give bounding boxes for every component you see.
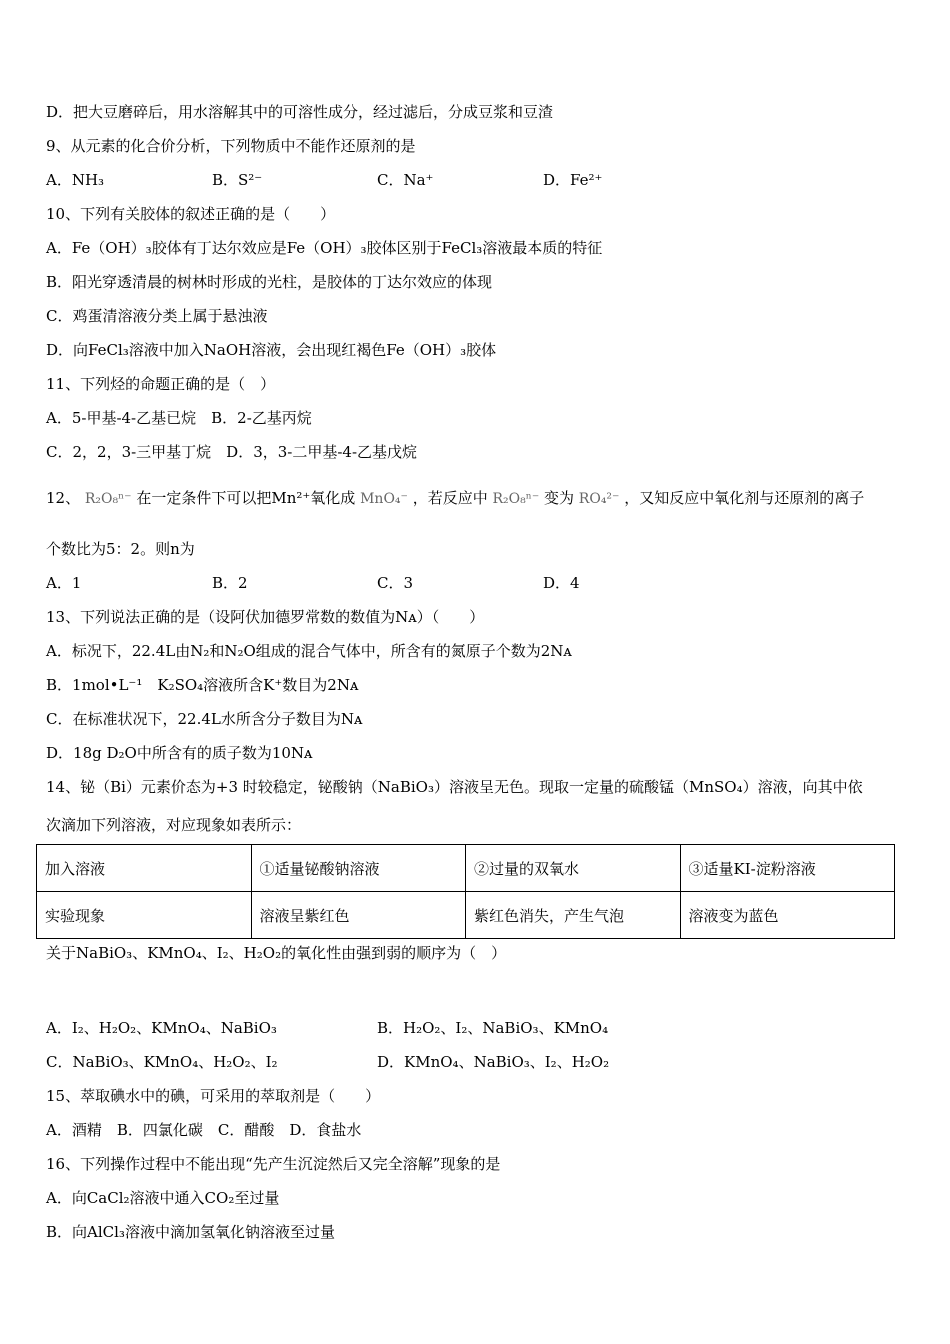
q12-text-2: ，若反应中	[412, 489, 488, 507]
table-cell: ②过量的双氧水	[466, 845, 681, 892]
table-cell: ③适量KI-淀粉溶液	[680, 845, 895, 892]
q12-text-1: 在一定条件下可以把Mn²⁺氧化成	[136, 489, 356, 507]
q15-options: A．酒精 B．四氯化碳 C．醋酸 D．食盐水	[46, 1121, 362, 1139]
q12-number: 12、	[46, 489, 81, 507]
q12-formula-mno4: MnO₄⁻	[360, 491, 408, 507]
q10-option-c: C．鸡蛋清溶液分类上属于悬浊液	[46, 307, 268, 325]
q11-stem: 11、下列烃的命题正确的是（ ）	[46, 375, 276, 393]
table-cell: 实验现象	[37, 892, 252, 939]
q9-option-b: B．S²⁻	[212, 171, 263, 189]
q13-option-a: A．标况下，22.4L由N₂和N₂O组成的混合气体中，所含有的氮原子个数为2Nᴀ	[46, 642, 572, 660]
q14-question: 关于NaBiO₃、KMnO₄、I₂、H₂O₂的氧化性由强到弱的顺序为（ ）	[46, 944, 507, 962]
q15-stem: 15、萃取碘水中的碘，可采用的萃取剂是（ ）	[46, 1087, 381, 1105]
table-row	[37, 845, 895, 892]
table-row	[37, 892, 895, 939]
q13-option-d: D．18g D₂O中所含有的质子数为10Nᴀ	[46, 744, 313, 762]
q11-options-ab: A．5-甲基-4-乙基已烷 B．2-乙基丙烷	[46, 409, 312, 427]
q12-option-b: B．2	[212, 574, 248, 592]
q12-text-3: 变为	[544, 489, 575, 507]
table-cell: ①适量铋酸钠溶液	[251, 845, 466, 892]
q16-option-b: B．向AlCl₃溶液中滴加氢氧化钠溶液至过量	[46, 1223, 335, 1241]
q16-option-a: A．向CaCl₂溶液中通入CO₂至过量	[46, 1189, 280, 1207]
table-cell: 溶液呈紫红色	[251, 892, 466, 939]
q9-option-a: A．NH₃	[46, 171, 105, 189]
q14-option-a: A．I₂、H₂O₂、KMnO₄、NaBiO₃	[46, 1019, 277, 1037]
table-cell: 加入溶液	[37, 845, 252, 892]
q13-stem: 13、下列说法正确的是（设阿伏加德罗常数的数值为Nᴀ）（ ）	[46, 608, 485, 626]
q12-option-a: A．1	[46, 574, 82, 592]
q14-table	[36, 844, 895, 939]
q10-option-b: B．阳光穿透清晨的树林时形成的光柱，是胶体的丁达尔效应的体现	[46, 273, 493, 291]
q12-stem-line1	[46, 488, 864, 509]
q9-option-d: D．Fe²⁺	[543, 171, 603, 189]
q12-formula-r2o8: R₂O₈ⁿ⁻	[84, 491, 132, 507]
q10-option-d: D．向FeCl₃溶液中加入NaOH溶液，会出现红褐色Fe（OH）₃胶体	[46, 341, 497, 359]
q16-stem: 16、下列操作过程中不能出现“先产生沉淀然后又完全溶解”现象的是	[46, 1155, 501, 1173]
q14-option-b: B．H₂O₂、I₂、NaBiO₃、KMnO₄	[377, 1019, 609, 1037]
q12-text-4: ，又知反应中氧化剂与还原剂的离子	[624, 489, 865, 507]
q12-stem-line2: 个数比为5：2。则n为	[46, 540, 195, 558]
q12-option-d: D．4	[543, 574, 580, 592]
q10-stem: 10、下列有关胶体的叙述正确的是（ ）	[46, 205, 336, 223]
q10-option-a: A．Fe（OH）₃胶体有丁达尔效应是Fe（OH）₃胶体区别于FeCl₃溶液最本质的特征	[46, 239, 603, 257]
table-cell: 紫红色消失，产生气泡	[466, 892, 681, 939]
q13-option-c: C．在标准状况下，22.4L水所含分子数目为Nᴀ	[46, 710, 363, 728]
table-cell: 溶液变为蓝色	[680, 892, 895, 939]
q11-options-cd: C．2，2，3-三甲基丁烷 D．3，3-二甲基-4-乙基戊烷	[46, 443, 418, 461]
q12-formula-ro4: RO₄²⁻	[578, 491, 620, 507]
q13-option-b: B．1mol•L⁻¹ K₂SO₄溶液所含K⁺数目为2Nᴀ	[46, 676, 359, 694]
q9-option-c: C．Na⁺	[377, 171, 434, 189]
q9-stem: 9、从元素的化合价分析，下列物质中不能作还原剂的是	[46, 137, 416, 155]
q12-option-c: C．3	[377, 574, 414, 592]
q14-option-d: D．KMnO₄、NaBiO₃、I₂、H₂O₂	[377, 1053, 610, 1071]
q14-stem-line1: 14、铋（Bi）元素价态为+3 时较稳定，铋酸钠（NaBiO₃）溶液呈无色。现取一定量的硫酸锰（MnSO₄）溶液，向其中依	[46, 778, 863, 796]
q8-option-d: D．把大豆磨碎后，用水溶解其中的可溶性成分，经过滤后，分成豆浆和豆渣	[46, 103, 554, 121]
q12-formula-r2o8-2: R₂O₈ⁿ⁻	[492, 491, 540, 507]
q14-stem-line2: 次滴加下列溶液，对应现象如表所示：	[46, 816, 302, 834]
q14-option-c: C．NaBiO₃、KMnO₄、H₂O₂、I₂	[46, 1053, 278, 1071]
